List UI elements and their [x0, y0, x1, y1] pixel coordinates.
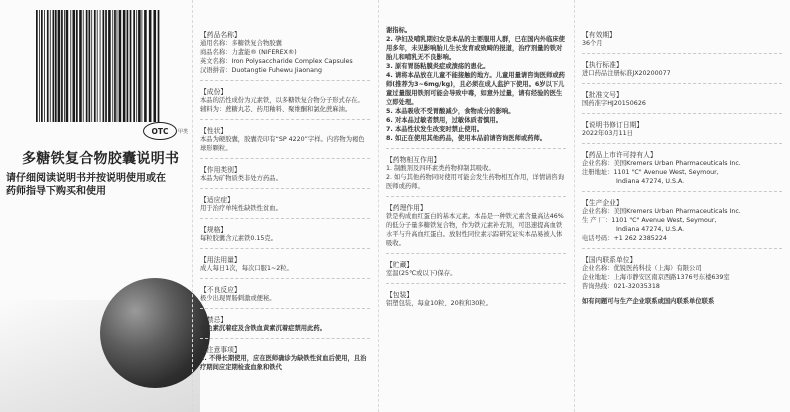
adverse-title: 【不良反应】 — [200, 286, 241, 294]
package-body: 铝塑包装，每盒10粒、20粒和30粒。 — [386, 300, 492, 307]
barcode-bar — [138, 10, 141, 122]
barcode-bar — [149, 10, 152, 122]
barcode-bar — [117, 10, 118, 122]
pharm-body: 铁是构成血红蛋白的基本元素。本品是一种铁元素含量高达46%的低分子量多糖铁复合物，作为铁元素补充剂，可迅速提高血铁水平与升高血红蛋白。放射性同位素示踪研究证实本品易被人体吸收。 — [386, 213, 564, 247]
character-title: 【性状】 — [200, 127, 228, 135]
barcode-bar — [72, 10, 75, 122]
barcode-bar — [127, 10, 129, 122]
barcode-bar — [79, 10, 82, 122]
approval-body: 国药准字HJ20150626 — [582, 100, 646, 107]
barcode-bar — [97, 10, 98, 122]
adverse-body: 极少出现胃肠刺激或便秘。 — [200, 295, 276, 302]
agent-address: 企业地址：上海市静安区南京西路1376号东楼639室 — [582, 274, 730, 281]
barcode-bar — [76, 10, 78, 122]
leaflet-title: 多糖铁复合物胶囊说明书 — [22, 151, 180, 167]
barcode-bar — [144, 10, 147, 122]
barcode-bar — [119, 10, 122, 122]
drug-name-title: 【药品名称】 — [200, 31, 241, 39]
standard-title: 【执行标准】 — [582, 61, 623, 69]
barcode-bar — [133, 10, 135, 122]
barcode-bar — [44, 10, 45, 122]
caution-item-3: 3. 原有胃肠粘膜炎症或溃疡的患化。 — [386, 63, 490, 70]
holder-name: 企业名称：美国Kremers Urban Pharmaceuticals Inc. — [582, 160, 741, 167]
barcode-bar — [102, 10, 104, 122]
dosage-body: 成人每日1次，每次口服1~2粒。 — [200, 265, 293, 272]
english-name: 英文名称：Iron Polysaccharide Complex Capsules — [200, 58, 353, 65]
barcode-bar — [66, 10, 69, 122]
caution-item-6: 6. 对本品过敏者禁用，过敏体质者慎用。 — [386, 117, 503, 124]
interaction-item-2: 2. 如与其他药物同时使用可能会发生药物相互作用，详情请咨询医师或药师。 — [386, 174, 565, 190]
holder-address-2: Indiana 47274, U.S.A. — [616, 178, 685, 185]
approval-title: 【批准文号】 — [582, 91, 623, 99]
caution-title: 【注意事项】 — [200, 346, 241, 354]
barcode-bar — [70, 10, 71, 122]
caution-item-5: 5. 本品吸收不受胃酸减少，食物成分的影响。 — [386, 108, 515, 115]
caution-item-2: 2. 孕妇及哺乳期妇女是本品的主要服用人群，已在国内外临床使用多年，未见影响胎儿生长发育或致畸的报道，治疗剂量的铁对胎儿和哺乳无不良影响。 — [386, 36, 565, 61]
barcode-bar — [123, 10, 126, 122]
holder-address-1: 注册地址：1101 "C" Avenue West, Seymour, — [582, 169, 719, 176]
manufacturer-phone: 电话号码：+1 262 2385224 — [582, 235, 667, 242]
ingredients-title: 【成份】 — [200, 88, 228, 96]
barcode-bar — [55, 10, 57, 122]
pharm-title: 【药理作用】 — [386, 204, 427, 212]
indication-title: 【适应症】 — [200, 196, 234, 204]
column-2 — [200, 24, 370, 372]
barcode-bar — [153, 10, 156, 122]
generic-name: 通用名称：多糖铁复合物胶囊 — [200, 40, 282, 47]
trade-name: 商品名称：力蜚能® (NIFEREX®) — [200, 49, 297, 56]
agent-name: 企业名称：优锐医药科技（上海）有限公司 — [582, 265, 702, 272]
caution-item-8: 8. 如正在使用其他药品，使用本品前请咨询医师或药师。 — [386, 135, 547, 142]
contra-title: 【禁忌】 — [200, 316, 228, 324]
warning-line-2: 药师指导下购买和使用 — [6, 186, 106, 197]
barcode-bar — [100, 10, 101, 122]
interaction-title: 【药物相互作用】 — [386, 156, 441, 164]
barcode-bar — [58, 10, 61, 122]
agent-phone: 咨询热线：021-32035318 — [582, 283, 660, 290]
dosage-title: 【用法用量】 — [200, 256, 241, 264]
column-4 — [582, 24, 782, 306]
caution-item-7: 7. 本品性状发生改变时禁止使用。 — [386, 126, 484, 133]
barcode-bar — [83, 10, 84, 122]
barcode-bar — [158, 10, 160, 122]
barcode-bar — [112, 10, 113, 122]
otc-sub-label: 甲类 — [178, 129, 189, 135]
character-body: 本品为硬胶囊，胶囊壳印有“SP 4220”字样。内容物为褐色球形颗粒。 — [200, 136, 365, 152]
validity-title: 【有效期】 — [582, 31, 616, 39]
barcode-bar — [142, 10, 143, 122]
barcode-bar — [47, 10, 49, 122]
interaction-item-1: 1. 制酸剂及四环素类药物抑制其吸收。 — [386, 165, 495, 172]
fold-line-2 — [378, 0, 379, 412]
barcode-bar — [130, 10, 132, 122]
barcode-bar — [108, 10, 111, 122]
manufacturer-name: 企业名称：美国Kremers Urban Pharmaceuticals Inc. — [582, 208, 741, 215]
holder-title: 【药品上市许可持有人】 — [582, 151, 657, 159]
caution-item-4: 4. 请将本品放在儿童不能接触的地方。儿童用量请咨询医师或药师(推荐为3~6mg/kg)，且必须在成人监护下使用。6岁以下儿童过量服用铁剂可能会导致中毒，如意外过量，请有经验的医生立即处理。 — [386, 72, 565, 106]
barcode-bar — [88, 10, 90, 122]
manufacturer-address-2: Indiana 47274, U.S.A. — [616, 226, 685, 233]
package-title: 【包装】 — [386, 291, 414, 299]
agent-title: 【国内联系单位】 — [582, 256, 637, 264]
barcode-bar — [64, 10, 65, 122]
manufacturer-title: 【生产企业】 — [582, 199, 623, 207]
barcode-bar — [36, 10, 38, 122]
excipients-body: 辅料为：蔗糖丸芯、药用釉料、聚维酮和氯化蔗麻油。 — [200, 106, 352, 113]
usage-warning — [6, 172, 176, 198]
column-3 — [386, 26, 566, 308]
barcode-bar — [39, 10, 40, 122]
decorative-sphere — [100, 278, 210, 388]
barcode-bar — [41, 10, 43, 122]
barcode-bar — [91, 10, 92, 122]
barcode-image — [36, 10, 160, 122]
ingredients-body: 本品的活性成份为元素铁，以多糖铁复合物分子形式存在。 — [200, 97, 364, 104]
caution-continued: 谢指标。 — [386, 27, 412, 34]
standard-body: 进口药品注册标准JX20200077 — [582, 70, 671, 77]
spec-title: 【规格】 — [200, 226, 228, 234]
barcode-bar — [53, 10, 55, 122]
caution-item-1: 1. 不得长期使用，应在医师确诊为缺铁性贫血后使用，且治疗期间应定期检查血象和铁代 — [200, 355, 367, 371]
pinyin-name: 汉语拼音：Duotangtie Fuhewu Jiaonang — [200, 67, 323, 74]
barcode-bar — [86, 10, 88, 122]
category-title: 【作用类别】 — [200, 166, 241, 174]
otc-label: OTC — [151, 126, 169, 136]
barcode-bar — [136, 10, 137, 122]
fold-line-3 — [574, 0, 575, 412]
barcode-bar — [50, 10, 51, 122]
spec-body: 每粒胶囊含元素铁0.15克。 — [200, 235, 277, 242]
fold-line-1 — [192, 0, 193, 412]
contra-body: 血色素沉着症及含铁血黄素沉着症禁用此药。 — [200, 325, 326, 332]
indication-body: 用于治疗单纯性缺铁性贫血。 — [200, 205, 282, 212]
category-body: 本品为矿物质类非处方药品。 — [200, 175, 282, 182]
footer-note: 如有问题可与生产企业联系或国内联系单位联系 — [582, 298, 715, 305]
validity-body: 36个月 — [582, 40, 603, 47]
otc-badge — [143, 122, 177, 140]
storage-body: 室温(25℃或以下)保存。 — [386, 270, 457, 277]
revision-body: 2022年03月11日 — [582, 130, 633, 137]
barcode-bar — [114, 10, 116, 122]
barcode-bar — [61, 10, 63, 122]
warning-line-1: 请仔细阅读说明书并按说明使用或在 — [6, 173, 166, 184]
manufacturer-address-1: 生 产 厂：1101 "C" Avenue West, Seymour, — [582, 217, 717, 224]
barcode-bar — [105, 10, 107, 122]
barcode-bar — [94, 10, 96, 122]
revision-title: 【说明书修订日期】 — [582, 121, 644, 129]
storage-title: 【贮藏】 — [386, 261, 414, 269]
